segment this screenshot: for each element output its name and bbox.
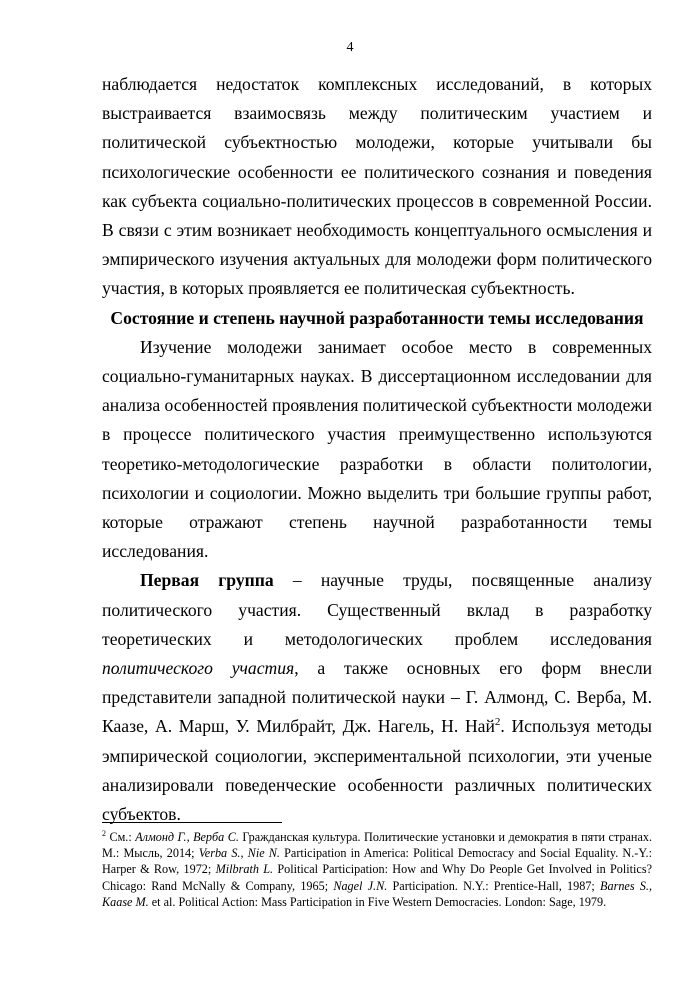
bold-lead: Первая группа	[140, 570, 274, 591]
footnote-author: Milbrath L.	[215, 862, 274, 877]
footnote-author: Verba S., Nie N.	[198, 846, 280, 861]
paragraph-1: наблюдается недостаток комплексных исследований, в которых выстраивается взаимосвязь между политическим участием и политической субъектностью молодежи, которые учитывали бы психологические особенности ее политического сознания и поведения как субъекта социально-политических процессов в современной России. В связи с этим возникает необходимость концептуального осмысления и эмпирического изучения актуальных для молодежи форм политического участия, в которых проявляется ее политическая субъектность.	[102, 74, 652, 299]
footnote-text: Participation in America: Political Democracy and Social Equality. N.-Y.: Harper & Row, 1972;	[102, 846, 652, 877]
footnote-text: et al. Political Action: Mass Participation in Five Western Democracies. London: Sage, 1979.	[148, 894, 607, 909]
footnote-text: Гражданская культура. Политические установки и демократия в пяти странах. М.: Мысль, 2014;	[102, 830, 652, 861]
footnote-text: Participation. N.Y.: Prentice-Hall, 1987;	[387, 878, 601, 893]
paragraph-3-text-b: , а также основных его форм внесли представители западной политической науки – Г. Алмонд, С. Верба, М. Каазе, А. Марш, У. Милбрайт, Дж. Нагель, Н. Най	[102, 658, 653, 737]
footnote-text: См.:	[106, 830, 136, 844]
paragraph-3-text-c: . Используя методы эмпирической социологии, экспериментальной психологии, эти ученые анализировали поведенческие особенности различных политических субъектов.	[102, 716, 652, 825]
footnote-text: Political Participation: How and Why Do People Get Involved in Politics? Chicago: Rand McNally & Company, 1965;	[102, 862, 652, 893]
paragraph-3	[102, 566, 652, 829]
paragraph-3-text-a: – научные труды, посвященные анализу политического участия. Существенный вклад в разработку теоретических и методологических проблем исследования	[102, 570, 653, 649]
footnote-author: Barnes S., Kaase M.	[102, 878, 652, 909]
page-number: 4	[346, 40, 354, 55]
body-text	[102, 70, 652, 829]
section-heading: Состояние и степень научной разработанности темы исследования	[110, 307, 644, 328]
footnote-author: Алмонд Г., Верба С.	[135, 830, 239, 844]
footnote-marker: 2	[102, 828, 106, 838]
italic-term: политического участия	[102, 658, 295, 679]
footnote-author: Nagel J.N.	[333, 878, 388, 893]
paragraph-2: Изучение молодежи занимает особое место в современных социально-гуманитарных науках. В диссертационном исследовании для анализа особенностей проявления политической субъектности молодежи в процессе политического участия преимущественно используются теоретико-методологические разработки в области политологии, психологии и социологии. Можно выделить три большие группы работ, которые отражают степень научной разработанности темы исследования.	[102, 336, 652, 562]
footnote-reference[interactable]: 2	[494, 716, 501, 729]
footnote	[102, 829, 652, 910]
footnote-divider	[102, 822, 282, 823]
